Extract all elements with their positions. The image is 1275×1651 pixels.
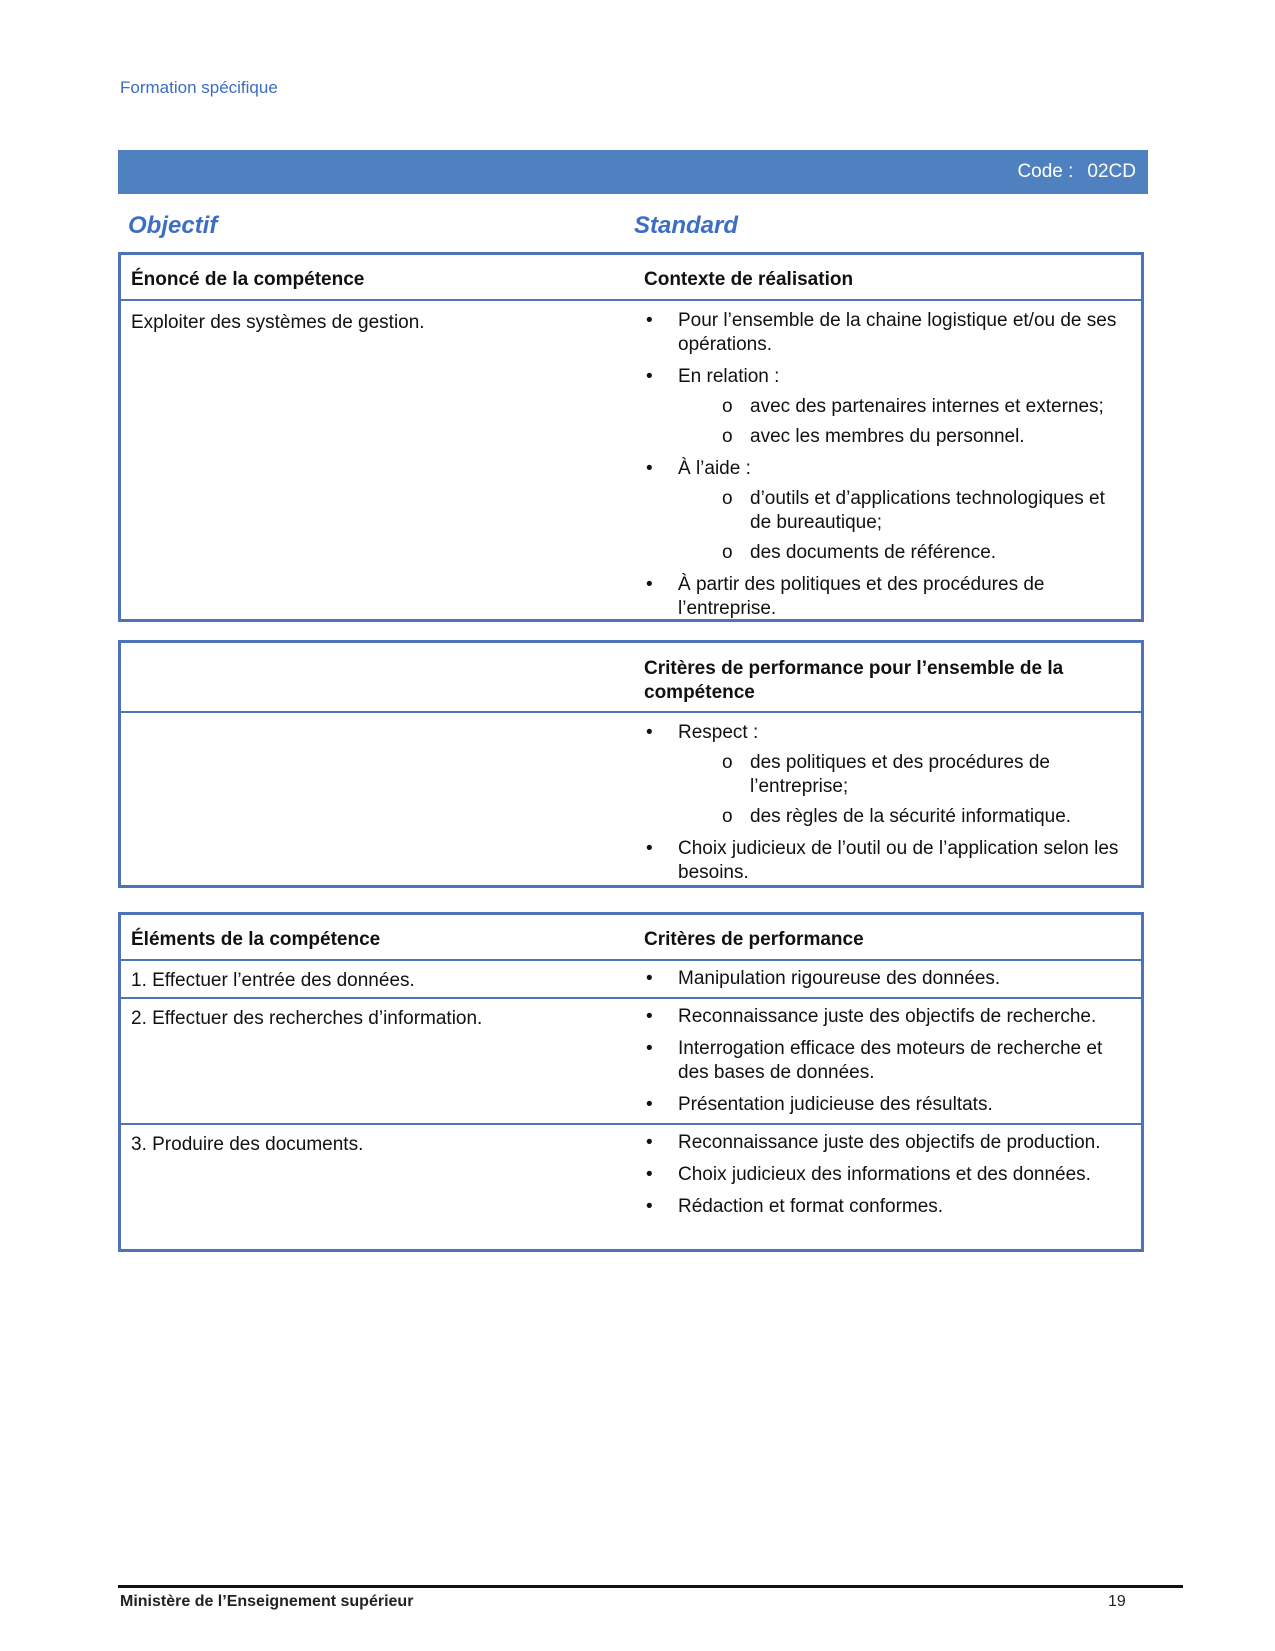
contexte-header: Contexte de réalisation [644, 269, 854, 290]
sub-list-item: o des règles de la sécurité informatique. [678, 805, 1127, 829]
criteria-header: Critères de performance [644, 929, 864, 950]
list-item [644, 721, 1127, 829]
competence-statement: Exploiter des systèmes de gestion. [131, 312, 425, 333]
list-item: • Reconnaissance juste des objectifs de recherche. [644, 1005, 1127, 1029]
list-item: • Manipulation rigoureuse des données. [644, 967, 1127, 991]
list-item-text: À partir des politiques et des procédures de l’entreprise. [678, 574, 1045, 619]
element-row-3-label: 3. Produire des documents. [131, 1134, 364, 1155]
code-bar [118, 150, 1148, 194]
element-row-1-criteria [644, 967, 1127, 999]
list-item [644, 365, 1127, 449]
table-divider [121, 1123, 1141, 1125]
objectif-title: Objectif [128, 212, 218, 239]
running-title: Formation spécifique [120, 78, 278, 97]
global-criteria-table [118, 640, 1144, 888]
element-row-3-criteria [644, 1131, 1127, 1227]
competence-table [118, 252, 1144, 622]
element-row-2-criteria [644, 1005, 1127, 1125]
code-label-text: Code : [1017, 161, 1074, 182]
standard-title: Standard [634, 212, 739, 239]
enonce-header: Énoncé de la compétence [131, 269, 365, 290]
global-criteria-header: Critères de performance pour l’ensemble de la compétence [644, 658, 1064, 703]
table-divider [121, 997, 1141, 999]
list-item [644, 457, 1127, 565]
elements-table [118, 912, 1144, 1252]
page-number: 19 [1108, 1593, 1126, 1610]
list-item: • Présentation judicieuse des résultats. [644, 1093, 1127, 1117]
context-list [644, 309, 1127, 629]
list-item [644, 573, 1127, 621]
code-label [1003, 161, 1136, 183]
footer-ministry: Ministère de l’Enseignement supérieur [120, 1593, 414, 1610]
sub-list-item: o avec des partenaires internes et externes; [678, 395, 1127, 419]
list-item [644, 309, 1127, 357]
list-item [644, 837, 1127, 885]
sub-list-item: o des documents de référence. [678, 541, 1127, 565]
list-item: • Reconnaissance juste des objectifs de production. [644, 1131, 1127, 1155]
list-item-text: En relation : [678, 366, 780, 387]
sub-list-item: o d’outils et d’applications technologiques et de bureautique; [678, 487, 1127, 535]
list-item-text: À l’aide : [678, 458, 751, 479]
sub-list-item: o des politiques et des procédures de l’entreprise; [678, 751, 1127, 799]
list-item-text: Choix judicieux de l’outil ou de l’application selon les besoins. [678, 838, 1119, 883]
list-item: • Choix judicieux des informations et des données. [644, 1163, 1127, 1187]
element-row-2-label: 2. Effectuer des recherches d’information. [131, 1008, 483, 1029]
list-item: • Rédaction et format conformes. [644, 1195, 1127, 1219]
sub-list-item: o avec les membres du personnel. [678, 425, 1127, 449]
table-divider [121, 299, 1141, 301]
table-divider [121, 959, 1141, 961]
elements-header: Éléments de la compétence [131, 929, 381, 950]
element-row-1-label: 1. Effectuer l’entrée des données. [131, 970, 415, 991]
table-divider [121, 711, 1141, 713]
list-item-text: Respect : [678, 722, 759, 743]
footer-rule [118, 1585, 1183, 1588]
code-value: 02CD [1087, 161, 1136, 182]
global-criteria-list [644, 721, 1127, 893]
list-item-text: Pour l’ensemble de la chaine logistique et/ou de ses opérations. [678, 310, 1117, 355]
list-item: • Interrogation efficace des moteurs de recherche et des bases de données. [644, 1037, 1127, 1085]
